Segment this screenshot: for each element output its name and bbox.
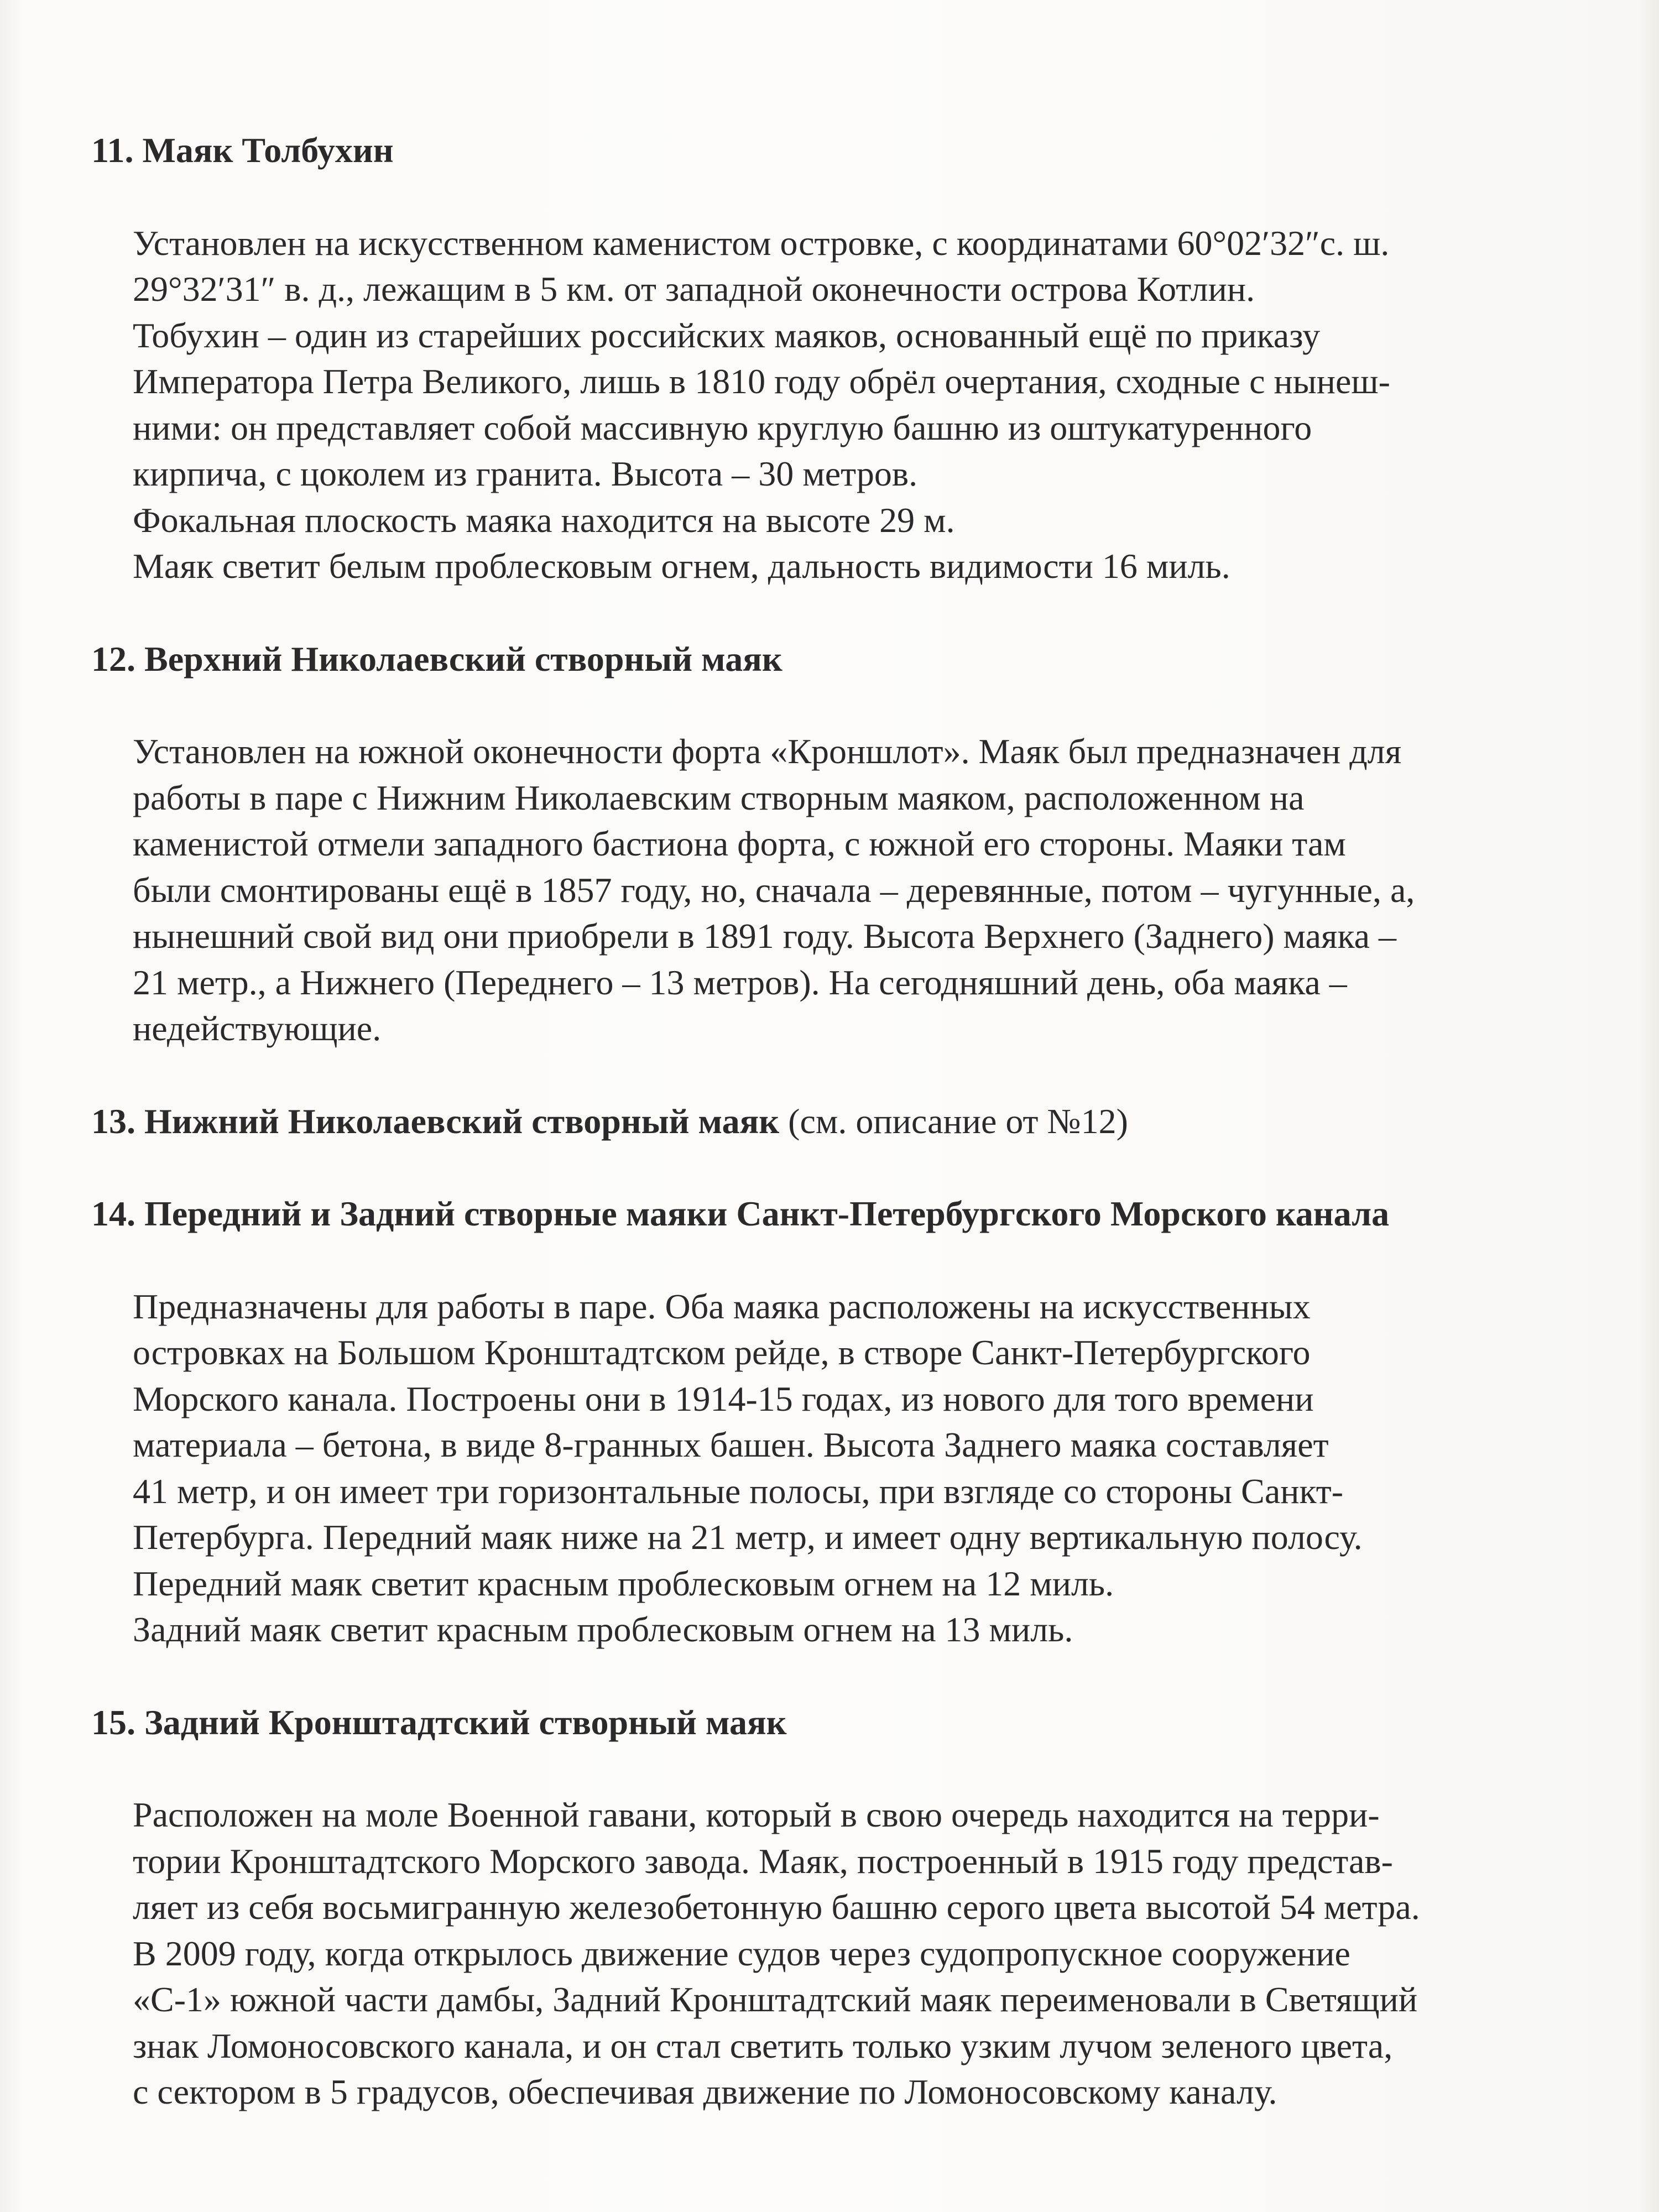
- paragraph-line: работы в паре с Нижним Николаевским створным маяком, расположенном на: [133, 778, 1305, 817]
- spacer: [91, 1052, 1584, 1098]
- paragraph-line: Тобухин – один из старейших российских маяков, основанный ещё по приказу: [133, 315, 1321, 355]
- section-13-note: (см. описание от №12): [779, 1101, 1128, 1141]
- paragraph-line: недействующие.: [133, 1009, 382, 1048]
- section-13-heading: [91, 1098, 1584, 1145]
- paragraph-line: знак Ломоносовского канала, и он стал светить только узким лучом зеленого цвета,: [133, 2026, 1393, 2065]
- spacer: [91, 682, 1584, 728]
- spacer: [91, 1144, 1584, 1191]
- spacer: [91, 1237, 1584, 1284]
- paragraph-line: островках на Большом Кронштадтском рейде, в створе Санкт-Петербургского: [133, 1333, 1311, 1372]
- paragraph-line: каменистой отмели западного бастиона форта, с южной его стороны. Маяки там: [133, 824, 1346, 863]
- section-12-heading: 12. Верхний Николаевский створный маяк: [91, 639, 782, 679]
- paragraph-line: были смонтированы ещё в 1857 году, но, сначала – деревянные, потом – чугунные, а,: [133, 870, 1415, 910]
- spacer: [91, 589, 1584, 636]
- paragraph-line: Установлен на южной оконечности форта «Кроншлот». Маяк был предназначен для: [133, 732, 1402, 771]
- paragraph-line: Установлен на искусственном каменистом островке, с координатами 60°02′32″с. ш.: [133, 223, 1390, 263]
- paragraph-line: кирпича, с цоколем из гранита. Высота – 30 метров.: [133, 454, 918, 493]
- paragraph-line: Императора Петра Великого, лишь в 1810 году обрёл очертания, сходные с нынеш-: [133, 362, 1390, 401]
- section-11-paragraph: [91, 220, 1584, 589]
- section-14-paragraph: [91, 1284, 1584, 1653]
- paragraph-line: «С-1» южной части дамбы, Задний Кронштадтский маяк переименовали в Светящий: [133, 1980, 1418, 2019]
- section-14-heading: 14. Передний и Задний створные маяки Санкт-Петербургского Морского канала: [91, 1194, 1390, 1233]
- section-15-paragraph: [91, 1792, 1584, 2115]
- paragraph-line: Передний маяк светит красным проблесковым огнем на 12 миль.: [133, 1563, 1114, 1603]
- section-13-title: 13. Нижний Николаевский створный маяк: [91, 1101, 780, 1141]
- paragraph-line: Петербурга. Передний маяк ниже на 21 метр, и имеет одну вертикальную полосу.: [133, 1517, 1363, 1557]
- paragraph-line: нынешний свой вид они приобрели в 1891 году. Высота Верхнего (Заднего) маяка –: [133, 916, 1396, 956]
- spacer: [91, 1653, 1584, 1699]
- paragraph-line: Фокальная плоскость маяка находится на высоте 29 м.: [133, 500, 955, 540]
- paragraph-line: ляет из себя восьмигранную железобетонную башню серого цвета высотой 54 метра.: [133, 1887, 1420, 1927]
- paragraph-line: Предназначены для работы в паре. Оба маяка расположены на искусственных: [133, 1286, 1311, 1326]
- paragraph-line: с сектором в 5 градусов, обеспечивая движение по Ломоносовскому каналу.: [133, 2072, 1277, 2111]
- paragraph-line: 21 метр., а Нижнего (Переднего – 13 метров). На сегодняшний день, оба маяка –: [133, 962, 1347, 1002]
- section-11-heading: 11. Маяк Толбухин: [91, 131, 394, 170]
- section-12-paragraph: [91, 728, 1584, 1052]
- paragraph-line: Расположен на моле Военной гавани, который в свою очередь находится на терри-: [133, 1795, 1380, 1834]
- paragraph-line: тории Кронштадтского Морского завода. Маяк, построенный в 1915 году представ-: [133, 1841, 1393, 1881]
- paragraph-line: материала – бетона, в виде 8-гранных башен. Высота Заднего маяка составляет: [133, 1425, 1329, 1464]
- document-body: [91, 127, 1584, 2115]
- paragraph-line: Задний маяк светит красным проблесковым огнем на 13 миль.: [133, 1610, 1073, 1649]
- paragraph-line: 41 метр, и он имеет три горизонтальные полосы, при взгляде со стороны Санкт-: [133, 1471, 1343, 1511]
- spacer: [91, 174, 1584, 220]
- paragraph-line: 29°32′31″ в. д., лежащим в 5 км. от западной оконечности острова Котлин.: [133, 269, 1255, 309]
- spacer: [91, 1745, 1584, 1792]
- paragraph-line: ними: он представляет собой массивную круглую башню из оштукатуренного: [133, 408, 1312, 447]
- paragraph-line: Маяк светит белым проблесковым огнем, дальность видимости 16 миль.: [133, 546, 1230, 586]
- paragraph-line: Морского канала. Построены они в 1914-15 годах, из нового для того времени: [133, 1379, 1314, 1418]
- section-15-heading: 15. Задний Кронштадтский створный маяк: [91, 1702, 787, 1742]
- paragraph-line: В 2009 году, когда открылось движение судов через судопропускное сооружение: [133, 1933, 1350, 1973]
